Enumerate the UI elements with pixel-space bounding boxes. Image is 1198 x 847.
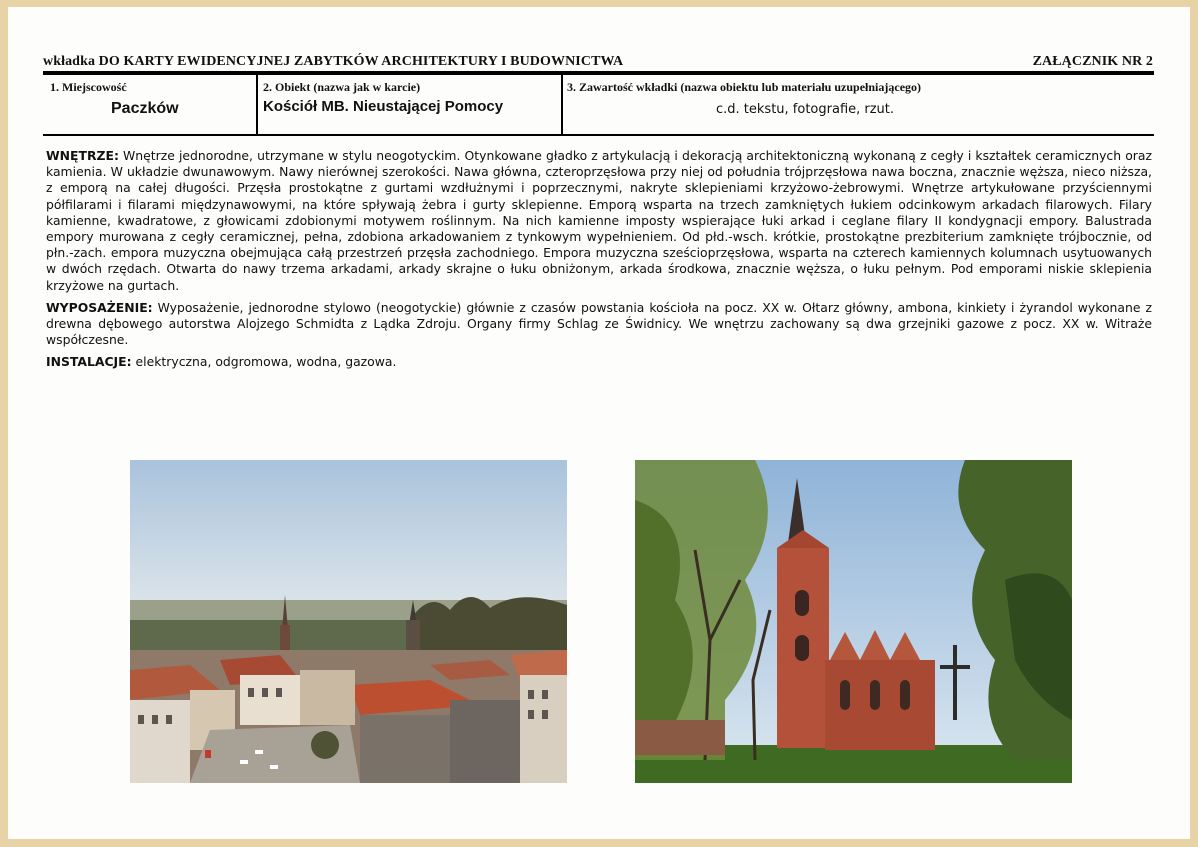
header-title: wkładka DO KARTY EWIDENCYJNEJ ZABYTKÓW ARCHITEKTURY I BUDOWNICTWA [43,54,624,69]
object-value: Kościół MB. Nieustającej Pomocy [263,98,504,115]
field-divider [561,75,563,134]
locality-label: 1. Miejscowość [50,80,127,94]
furnishings-label: WYPOSAŻENIE: [46,299,153,315]
installations-section [46,354,1152,370]
attachment-number: ZAŁĄCZNIK NR 2 [1032,54,1153,69]
document-page [8,7,1190,839]
interior-text: Wnętrze jednorodne, utrzymane w stylu neogotyckim. Otynkowane gładko z artykulacją i dekoracją architektoniczną wykonaną z cegły i kształtek ceramicznych oraz kamienia. W układzie dwunawowym. Nawy nierównej szerokości. Nawa główna, czteroprzęsłowa przy niej od południa trójprzęsłowa nawa boczna, znacznie węższa, nieco niższa, z emporą na całej długości. Przęsła prostokątne z gurtami wzdłużnymi i poprzecznymi, nakryte sklepieniami krzyżowo-żebrowymi. Wnętrze artykułowane przyściennymi półfilarami i filarami międzynawowymi, na które spływają żebra i gurty sklepienne. Emporą wsparta na trzech zamkniętych łukiem odcinkowym arkadach filarowych. Filary kamienne, kwadratowe, z głowicami zdobionymi motywem roślinnym. Na nich kamienne imposty wspierające łuki arkad i ceglane filary II kondygnacji empory. Balustrada empory murowana z cegły ceramicznej, pełna, zdobiona arkadowaniem z tynkowym wypełnieniem. Od płd.-wsch. krótkie, prostokątne prezbiterium zamknięte trójbocznie, od płn.-zach. empora muzyczna obejmująca całą przestrzeń przęsła zachodniego. Empora muzyczna sześcioprzęsłowa, wsparta na czterech kamiennych kolumnach usytuowanych w dwóch rzędach. Otwarta do nawy trzema arkadami, arkady skrajne o łuku obniżonym, arkada środkowa, znacznie węższa, o łuku pełnym. Pod emporami niskie sklepienia krzyżowe na gurtach. [46,148,1152,293]
interior-label: WNĘTRZE: [46,148,119,163]
description-body [46,148,1152,377]
church-photo [635,460,1072,783]
town-panorama-photo [130,460,567,783]
contents-label: 3. Zawartość wkładki (nazwa obiektu lub materiału uzupełniającego) [567,80,922,94]
locality-value: Paczków [111,100,179,117]
object-label: 2. Obiekt (nazwa jak w karcie) [263,80,421,94]
installations-text: elektryczna, odgromowa, wodna, gazowa. [135,354,397,370]
furnishings-section [46,300,1152,349]
fields-bottom-rule [43,134,1154,136]
installations-label: INSTALACJE: [46,354,132,370]
contents-value: c.d. tekstu, fotografie, rzut. [716,102,895,117]
field-divider [256,75,258,134]
interior-section [46,148,1152,294]
header-rule [43,71,1154,75]
furnishings-text: Wyposażenie, jednorodne stylowo (neogotyckie) głównie z czasów powstania kościoła na pocz. XX w. Ołtarz główny, ambona, kinkiety i żyrandol wykonane z drewna dębowego autorstwa Alojzego Schmidta z Lądka Zdroju. Organy firmy Schlag ze Świdnicy. We wnętrzu zachowany są dwa grzejniki gazowe z pocz. XX w. Witraże współczesne. [46,299,1152,348]
